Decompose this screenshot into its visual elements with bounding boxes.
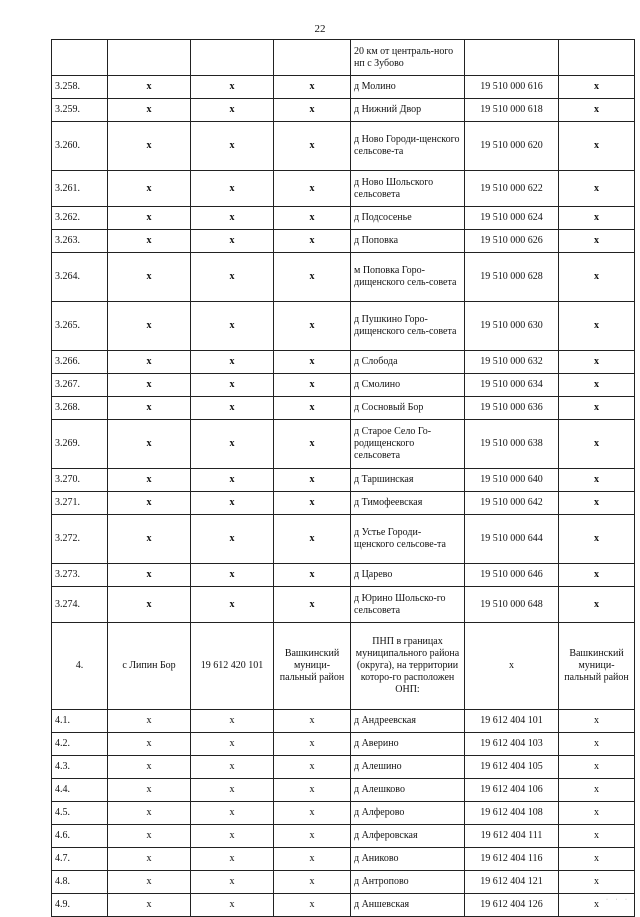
x-mark-cell: x xyxy=(191,253,274,302)
settlement-name-cell: д Андреевская xyxy=(351,710,465,733)
x-mark-cell: x xyxy=(191,230,274,253)
settlement-name-cell: д Устье Городи-щенского сельсове-та xyxy=(351,515,465,564)
row-number-cell: 4.2. xyxy=(52,733,108,756)
row-number-cell: 3.269. xyxy=(52,420,108,469)
settlement-name-cell: д Аншевская xyxy=(351,894,465,917)
x-mark-cell: x xyxy=(191,351,274,374)
row-number-cell: 3.270. xyxy=(52,469,108,492)
table-row xyxy=(52,171,635,207)
settlement-name-cell: д Юрино Шольско-го сельсовета xyxy=(351,587,465,623)
x-mark-cell: x xyxy=(108,587,191,623)
x-mark-cell: x xyxy=(274,564,351,587)
x-mark-cell: x xyxy=(559,848,635,871)
settlements-table xyxy=(51,39,635,917)
oktmo-code-cell: 19 510 000 622 xyxy=(465,171,559,207)
settlement-name-cell: д Алферово xyxy=(351,802,465,825)
oktmo-code-cell: 19 510 000 648 xyxy=(465,587,559,623)
x-mark-cell: x xyxy=(108,825,191,848)
oktmo-code-cell: 19 612 404 101 xyxy=(465,710,559,733)
table-row xyxy=(52,894,635,917)
x-mark-cell: x xyxy=(108,756,191,779)
row-number-cell: 3.271. xyxy=(52,492,108,515)
oktmo-code-cell: 19 612 404 106 xyxy=(465,779,559,802)
x-mark-cell: x xyxy=(274,894,351,917)
x-mark-cell: x xyxy=(191,848,274,871)
x-mark-cell: x xyxy=(559,469,635,492)
row-number-cell: 3.260. xyxy=(52,122,108,171)
table-row xyxy=(52,253,635,302)
row-number-cell: 4.8. xyxy=(52,871,108,894)
x-mark-cell: x xyxy=(108,171,191,207)
settlement-name-cell: д Аверино xyxy=(351,733,465,756)
row-number-cell: 3.273. xyxy=(52,564,108,587)
settlement-name-cell: д Алферовская xyxy=(351,825,465,848)
x-mark-cell: x xyxy=(191,825,274,848)
x-mark-cell: x xyxy=(274,374,351,397)
settlement-name-cell: д Царево xyxy=(351,564,465,587)
x-mark-cell: x xyxy=(274,871,351,894)
oktmo-code-cell: 19 612 404 121 xyxy=(465,871,559,894)
x-mark-cell: x xyxy=(559,207,635,230)
x-mark-cell: x xyxy=(191,397,274,420)
settlement-name-cell: д Старое Село Го-родищенского сельсовета xyxy=(351,420,465,469)
table-row xyxy=(52,848,635,871)
x-mark-cell: x xyxy=(559,374,635,397)
group-code-cell: 19 612 420 101 xyxy=(191,623,274,710)
x-mark-cell: x xyxy=(108,733,191,756)
x-mark-cell: x xyxy=(559,825,635,848)
x-mark-cell: x xyxy=(191,587,274,623)
oktmo-code-cell: 19 612 404 116 xyxy=(465,848,559,871)
x-mark-cell: x xyxy=(274,302,351,351)
settlement-name-cell: д Ново Городи-щенского сельсове-та xyxy=(351,122,465,171)
x-mark-cell: x xyxy=(108,469,191,492)
x-mark-cell: x xyxy=(191,76,274,99)
x-mark-cell: x xyxy=(108,207,191,230)
x-mark-cell: x xyxy=(274,351,351,374)
oktmo-code-cell: 19 510 000 636 xyxy=(465,397,559,420)
x-mark-cell: x xyxy=(108,710,191,733)
table-row xyxy=(52,515,635,564)
x-mark-cell: x xyxy=(191,733,274,756)
table-row xyxy=(52,420,635,469)
x-mark-cell: x xyxy=(191,802,274,825)
x-mark-cell: x xyxy=(108,122,191,171)
row-number-cell: 3.272. xyxy=(52,515,108,564)
settlement-name-cell: д Алешково xyxy=(351,779,465,802)
x-mark-cell: x xyxy=(559,171,635,207)
x-mark-cell: x xyxy=(274,587,351,623)
empty-cell xyxy=(191,40,274,76)
settlement-name-cell: д Смолино xyxy=(351,374,465,397)
table-row xyxy=(52,207,635,230)
x-mark-cell: x xyxy=(108,848,191,871)
x-mark-cell: x xyxy=(191,779,274,802)
x-mark-cell: x xyxy=(559,76,635,99)
oktmo-code-cell: 19 510 000 638 xyxy=(465,420,559,469)
row-number-cell: 3.274. xyxy=(52,587,108,623)
x-mark-cell: x xyxy=(559,710,635,733)
row-number-cell: 4.5. xyxy=(52,802,108,825)
settlement-name-cell: д Пушкино Горо-дищенского сель-совета xyxy=(351,302,465,351)
table-row xyxy=(52,469,635,492)
empty-cell xyxy=(274,40,351,76)
table-row xyxy=(52,733,635,756)
oktmo-code-cell: 19 612 404 126 xyxy=(465,894,559,917)
oktmo-code-cell: 19 510 000 644 xyxy=(465,515,559,564)
x-mark-cell: x xyxy=(108,871,191,894)
x-mark-cell: x xyxy=(108,397,191,420)
table-row xyxy=(52,756,635,779)
settlement-name-cell: д Сосновый Бор xyxy=(351,397,465,420)
x-mark-cell: x xyxy=(559,756,635,779)
x-mark-cell: x xyxy=(191,894,274,917)
empty-cell xyxy=(52,40,108,76)
x-mark-cell: x xyxy=(191,756,274,779)
x-mark-cell: x xyxy=(559,587,635,623)
x-mark-cell: x xyxy=(108,894,191,917)
oktmo-code-cell: 19 510 000 630 xyxy=(465,302,559,351)
row-number-cell: 3.266. xyxy=(52,351,108,374)
x-mark-cell: x xyxy=(191,492,274,515)
empty-cell xyxy=(559,40,635,76)
table-row xyxy=(52,492,635,515)
x-mark-cell: x xyxy=(559,515,635,564)
x-mark-cell: x xyxy=(108,230,191,253)
oktmo-code-cell: 19 612 404 108 xyxy=(465,802,559,825)
district-cell: Вашкинский муници-пальный район xyxy=(274,623,351,710)
x-mark-cell: x xyxy=(274,802,351,825)
table-row xyxy=(52,76,635,99)
table-row xyxy=(52,302,635,351)
x-mark-cell: x xyxy=(191,122,274,171)
table-row xyxy=(52,564,635,587)
row-number-cell: 3.268. xyxy=(52,397,108,420)
x-mark-cell: x xyxy=(108,515,191,564)
settlement-name-cell: д Нижний Двор xyxy=(351,99,465,122)
group-header-row xyxy=(52,623,635,710)
settlement-name-cell: д Алешино xyxy=(351,756,465,779)
table-row xyxy=(52,397,635,420)
x-mark-cell: x xyxy=(559,871,635,894)
table-row xyxy=(52,230,635,253)
empty-cell xyxy=(465,40,559,76)
x-mark-cell: x xyxy=(191,871,274,894)
oktmo-code-cell: 19 510 000 616 xyxy=(465,76,559,99)
x-mark-cell: x xyxy=(559,302,635,351)
settlement-name-cell: д Подсосенье xyxy=(351,207,465,230)
table-row xyxy=(52,122,635,171)
x-mark-cell: x xyxy=(191,207,274,230)
x-mark-cell: x xyxy=(274,492,351,515)
oktmo-code-cell: 19 510 000 618 xyxy=(465,99,559,122)
x-mark-cell: x xyxy=(108,253,191,302)
x-mark-cell: x xyxy=(274,469,351,492)
settlement-name-cell: м Поповка Горо-дищенского сель-совета xyxy=(351,253,465,302)
x-mark-cell: x xyxy=(108,802,191,825)
oktmo-code-cell: 19 510 000 626 xyxy=(465,230,559,253)
row-number-cell: 3.264. xyxy=(52,253,108,302)
district2-cell: Вашкинский муници-пальный район xyxy=(559,623,635,710)
oktmo-code-cell: 19 510 000 632 xyxy=(465,351,559,374)
settlement-center-cell: с Липин Бор xyxy=(108,623,191,710)
table-row xyxy=(52,351,635,374)
x-mark-cell: x xyxy=(108,374,191,397)
row-number-cell: 3.258. xyxy=(52,76,108,99)
scan-artifact: · · · xyxy=(606,897,630,903)
oktmo-code-cell: 19 612 404 103 xyxy=(465,733,559,756)
row-number-cell: 3.265. xyxy=(52,302,108,351)
x-mark-cell: x xyxy=(108,302,191,351)
oktmo-code-cell: 19 510 000 642 xyxy=(465,492,559,515)
table-row xyxy=(52,871,635,894)
x-mark-cell: x xyxy=(274,171,351,207)
table-row xyxy=(52,802,635,825)
oktmo-code-cell: 19 612 404 105 xyxy=(465,756,559,779)
settlement-name-cell: д Поповка xyxy=(351,230,465,253)
row-number-cell: 3.259. xyxy=(52,99,108,122)
row-number-cell: 4.4. xyxy=(52,779,108,802)
x-mark-cell: x xyxy=(191,99,274,122)
oktmo-code-cell: 19 510 000 640 xyxy=(465,469,559,492)
table-row xyxy=(52,710,635,733)
table-row xyxy=(52,779,635,802)
table-row-continuation xyxy=(52,40,635,76)
row-number-cell: 4.7. xyxy=(52,848,108,871)
x-mark-cell: x xyxy=(559,351,635,374)
x-mark-cell: x xyxy=(559,733,635,756)
x-mark-cell: x xyxy=(559,492,635,515)
oktmo-code-cell: 19 510 000 628 xyxy=(465,253,559,302)
settlement-name-cell: д Слобода xyxy=(351,351,465,374)
x-mark-cell: x xyxy=(559,253,635,302)
group-number-cell: 4. xyxy=(52,623,108,710)
x-mark-cell: x xyxy=(108,564,191,587)
oktmo-code-cell: 19 612 404 111 xyxy=(465,825,559,848)
x-mark-cell: x xyxy=(108,779,191,802)
page-number: 22 xyxy=(314,23,326,35)
settlement-name-cell: д Антропово xyxy=(351,871,465,894)
settlement-name-cell: д Тимофеевская xyxy=(351,492,465,515)
oktmo-code-cell: 19 510 000 634 xyxy=(465,374,559,397)
row-number-cell: 3.261. xyxy=(52,171,108,207)
x-mark-cell: x xyxy=(559,894,635,917)
settlement-name-cell: д Ново Шольского сельсовета xyxy=(351,171,465,207)
x-mark-cell: x xyxy=(274,420,351,469)
row-number-cell: 3.263. xyxy=(52,230,108,253)
x-mark-cell: x xyxy=(191,420,274,469)
table-row xyxy=(52,825,635,848)
x-mark-cell: x xyxy=(191,374,274,397)
x-mark-cell: x xyxy=(559,564,635,587)
x-mark-cell: x xyxy=(108,492,191,515)
x-mark-cell: x xyxy=(274,710,351,733)
settlement-name-cell: д Молино xyxy=(351,76,465,99)
x-mark-cell: x xyxy=(191,515,274,564)
x-mark-cell: x xyxy=(559,802,635,825)
x-mark-cell: x xyxy=(274,253,351,302)
x-mark-cell: x xyxy=(274,825,351,848)
description-cell: ПНП в границах муниципального района (округа), на территории которо-го расположен ОНП: xyxy=(351,623,465,710)
x-mark-cell: x xyxy=(191,302,274,351)
x-mark-cell: x xyxy=(274,515,351,564)
settlement-name-cell: д Аниково xyxy=(351,848,465,871)
row-number-cell: 4.9. xyxy=(52,894,108,917)
x-mark-cell: x xyxy=(559,230,635,253)
row-number-cell: 4.6. xyxy=(52,825,108,848)
x-mark-cell: x xyxy=(274,779,351,802)
x-mark-cell: x xyxy=(274,76,351,99)
table-row xyxy=(52,374,635,397)
table-row xyxy=(52,587,635,623)
x-mark-cell: x xyxy=(191,710,274,733)
x-mark-cell: x xyxy=(274,756,351,779)
x-mark-cell: x xyxy=(559,122,635,171)
row-number-cell: 4.1. xyxy=(52,710,108,733)
settlement-name-cell: д Таршинская xyxy=(351,469,465,492)
oktmo-code-cell: 19 510 000 624 xyxy=(465,207,559,230)
x-mark-cell: x xyxy=(108,351,191,374)
table-row xyxy=(52,99,635,122)
row-number-cell: 4.3. xyxy=(52,756,108,779)
row-number-cell: 3.267. xyxy=(52,374,108,397)
x-mark-cell: x xyxy=(191,171,274,207)
row-number-cell: 3.262. xyxy=(52,207,108,230)
oktmo-code-cell: 19 510 000 620 xyxy=(465,122,559,171)
empty-cell xyxy=(108,40,191,76)
x-mark-cell: x xyxy=(274,397,351,420)
x-mark-cell: x xyxy=(274,848,351,871)
x-mark-cell: x xyxy=(559,99,635,122)
x-mark-cell: x xyxy=(274,122,351,171)
x-mark-cell: x xyxy=(559,779,635,802)
x-mark-cell: x xyxy=(559,420,635,469)
x-mark-cell: x xyxy=(108,76,191,99)
x-mark-cell: x xyxy=(559,397,635,420)
x-mark-cell: x xyxy=(274,99,351,122)
x-mark-cell: x xyxy=(274,230,351,253)
x-mark-cell: x xyxy=(274,733,351,756)
group-code2-cell: x xyxy=(465,623,559,710)
x-mark-cell: x xyxy=(191,564,274,587)
x-mark-cell: x xyxy=(191,469,274,492)
settlement-name-cell: 20 км от централь-ного нп с Зубово xyxy=(351,40,465,76)
x-mark-cell: x xyxy=(108,99,191,122)
x-mark-cell: x xyxy=(108,420,191,469)
x-mark-cell: x xyxy=(274,207,351,230)
oktmo-code-cell: 19 510 000 646 xyxy=(465,564,559,587)
